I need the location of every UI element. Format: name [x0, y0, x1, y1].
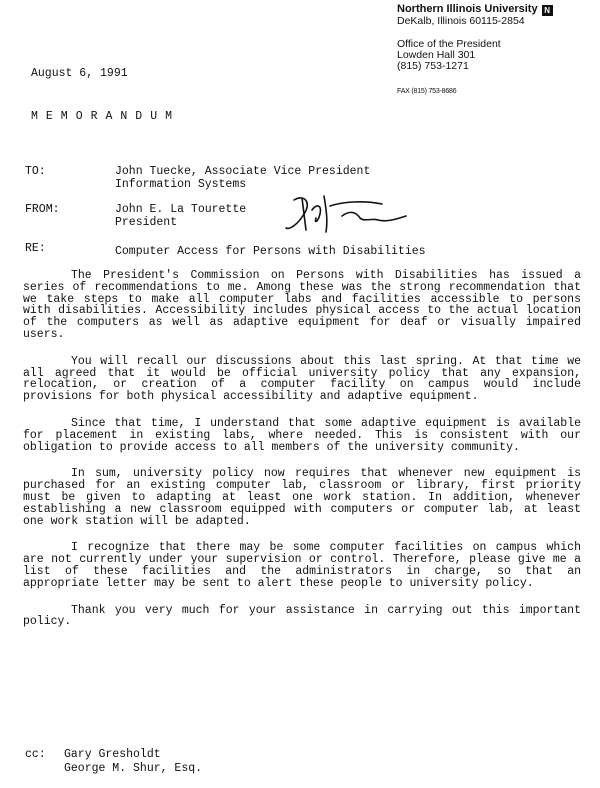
re-subject: Computer Access for Persons with Disabilities: [115, 245, 426, 258]
letterhead: [397, 4, 597, 97]
body-paragraph: Since that time, I understand that some adaptive equipment is available for placement in existing labs, where needed. This is consistent with our obligation to provide access to all members of the university community.: [23, 416, 581, 454]
to-name: John Tuecke, Associate Vice President: [115, 165, 371, 178]
cc-list: [64, 748, 202, 776]
cc-label: cc:: [25, 748, 46, 761]
letterhead-city: DeKalb, Illinois 60115-2854: [397, 15, 525, 27]
memo-heading: MEMORANDUM: [31, 110, 181, 123]
university-logo-icon: N: [542, 5, 553, 16]
to-label: TO:: [25, 165, 46, 178]
body-paragraph: The President's Commission on Persons with Disabilities has issued a series of recommendations to me. Among these was the strong recommendation that we take steps to make all computer labs and facilities accessible to persons with disabilities. Accessibility includes physical access to the actual location of the computers as well as adaptive equipment for deaf or visually impaired users.: [23, 269, 581, 341]
body-paragraph: I recognize that there may be some computer facilities on campus which are not currently under your supervision or control. Therefore, please give me a list of these facilities and the administrators in charge, so that an appropriate letter may be sent to alert these people to university policy.: [23, 541, 581, 590]
from-title: President: [115, 216, 178, 229]
from-sender: [115, 203, 246, 229]
letterhead-office: Office of the President: [397, 38, 501, 50]
letterhead-building: Lowden Hall 301: [397, 49, 476, 61]
body-paragraph: You will recall our discussions about this last spring. At that time we all agreed that it would be official university policy that any expansion, relocation, or creation of a computer facility on campus would include provisions for both physical accessibility and adaptive equipment.: [23, 354, 581, 404]
to-title: Information Systems: [115, 178, 247, 191]
memo-date: August 6, 1991: [31, 67, 128, 80]
cc-recipient: Gary Gresholdt: [64, 748, 161, 761]
from-label: FROM:: [25, 203, 60, 216]
cc-recipient: George M. Shur, Esq.: [64, 762, 203, 775]
body-paragraph: In sum, university policy now requires that whenever new equipment is purchased for an existing computer lab, classroom or library, first priority must be given to adapting at least one work station. In addition, whenever establishing a new classroom equipped with computers or computer lab, at least one work station will be adapted.: [23, 467, 581, 528]
handwritten-signature: [282, 190, 412, 240]
to-recipient: [115, 165, 370, 191]
re-label: RE:: [25, 242, 46, 255]
body-paragraph: Thank you very much for your assistance in carrying out this important policy.: [23, 603, 581, 629]
letterhead-fax: FAX (815) 753-8686: [397, 88, 457, 95]
memo-body: [23, 270, 581, 643]
letterhead-university: Northern Illinois University N: [397, 4, 597, 16]
from-name: John E. La Tourette: [115, 203, 247, 216]
letterhead-phone: (815) 753-1271: [397, 60, 469, 72]
